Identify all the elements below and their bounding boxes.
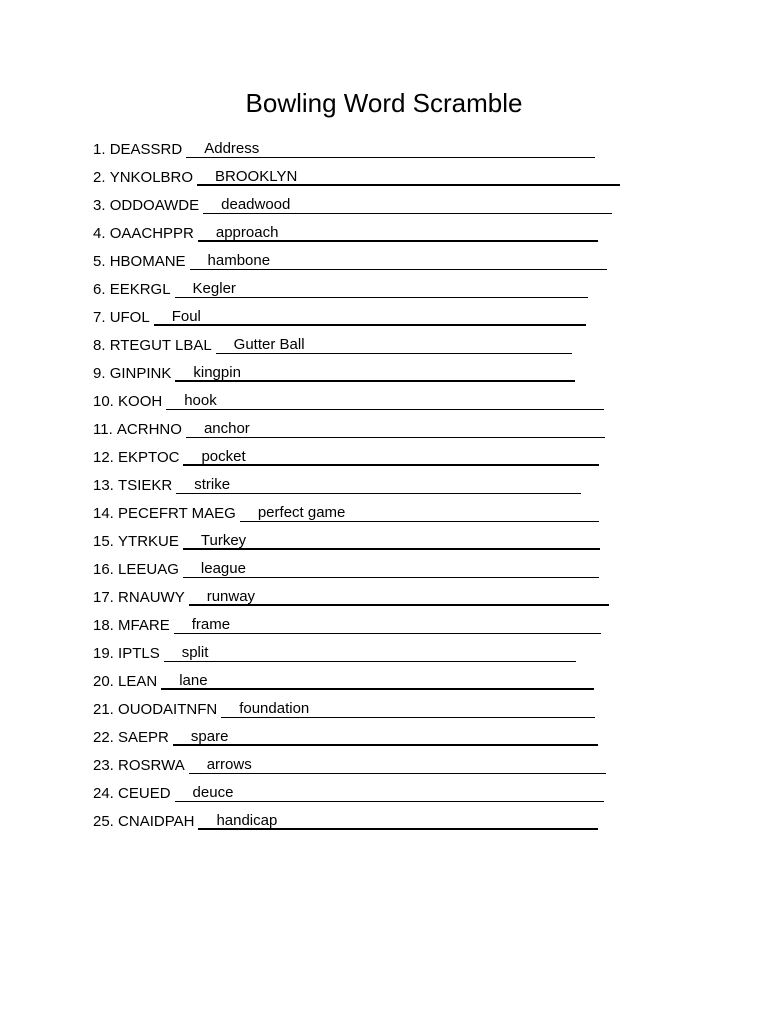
scrambled-word: SAEPR: [118, 729, 169, 746]
item-number: 4.: [93, 225, 106, 242]
scramble-item: [93, 138, 653, 166]
scrambled-word: YTRKUE: [118, 533, 179, 550]
scrambled-word: RNAUWY: [118, 589, 185, 606]
answer-field[interactable]: anchor: [186, 418, 605, 438]
scramble-item: [93, 726, 653, 754]
scramble-item: [93, 362, 653, 390]
scrambled-word: KOOH: [118, 393, 163, 410]
scrambled-word: YNKOLBRO: [109, 169, 194, 186]
item-number: 15.: [93, 533, 114, 550]
item-number: 2.: [93, 169, 106, 186]
item-number: 20.: [93, 673, 114, 690]
scrambled-word: EKPTOC: [118, 449, 180, 466]
page-title: Bowling Word Scramble: [245, 88, 523, 118]
scrambled-word: GINPINK: [109, 365, 172, 382]
answer-field[interactable]: arrows: [189, 754, 606, 774]
item-number: 11.: [93, 421, 113, 438]
answer-field[interactable]: handicap: [198, 810, 598, 830]
scramble-item: [93, 474, 653, 502]
scramble-item: [93, 502, 653, 530]
answer-field[interactable]: runway: [189, 586, 609, 606]
answer-field[interactable]: strike: [176, 474, 581, 494]
scrambled-word: CEUED: [118, 785, 171, 802]
answer-field[interactable]: deadwood: [203, 194, 612, 214]
scrambled-word: UFOL: [109, 309, 150, 326]
scramble-item: [93, 222, 653, 250]
answer-field[interactable]: hambone: [190, 250, 607, 270]
item-number: 14.: [93, 505, 114, 522]
answer-field[interactable]: Address: [186, 138, 595, 158]
scramble-item: [93, 670, 653, 698]
item-number: 24.: [93, 785, 114, 802]
scramble-item: [93, 418, 653, 446]
scramble-item: [93, 642, 653, 670]
answer-field[interactable]: Foul: [154, 306, 586, 326]
scramble-item: [93, 530, 653, 558]
item-number: 22.: [93, 729, 114, 746]
scramble-item: [93, 390, 653, 418]
scrambled-word: ROSRWA: [118, 757, 185, 774]
item-number: 5.: [93, 253, 106, 270]
scrambled-word: EEKRGL: [109, 281, 171, 298]
item-number: 25.: [93, 813, 114, 830]
scrambled-word: LEAN: [118, 673, 158, 690]
item-number: 16.: [93, 561, 114, 578]
scrambled-word: PECEFRT MAEG: [118, 505, 236, 522]
item-number: 13.: [93, 477, 114, 494]
scramble-item: [93, 698, 653, 726]
scramble-item: [93, 754, 653, 782]
item-number: 12.: [93, 449, 114, 466]
scramble-item: [93, 334, 653, 362]
scrambled-word: OAACHPPR: [109, 225, 194, 242]
item-number: 6.: [93, 281, 106, 298]
scrambled-word: MFARE: [118, 617, 170, 634]
scramble-item: [93, 614, 653, 642]
scramble-item: [93, 306, 653, 334]
scrambled-word: ODDOAWDE: [109, 197, 200, 214]
scramble-item: [93, 810, 653, 838]
item-number: 9.: [93, 365, 106, 382]
scrambled-word: OUODAITNFN: [118, 701, 218, 718]
scramble-item: [93, 558, 653, 586]
scrambled-word: DEASSRD: [109, 141, 183, 158]
item-number: 21.: [93, 701, 114, 718]
answer-field[interactable]: approach: [198, 222, 598, 242]
scrambled-word: TSIEKR: [118, 477, 173, 494]
answer-field[interactable]: spare: [173, 726, 598, 746]
scramble-item: [93, 278, 653, 306]
scrambled-word: ACRHNO: [116, 421, 182, 438]
answer-field[interactable]: Turkey: [183, 530, 600, 550]
scramble-item: [93, 446, 653, 474]
answer-field[interactable]: foundation: [221, 698, 595, 718]
answer-field[interactable]: kingpin: [175, 362, 575, 382]
answer-field[interactable]: pocket: [183, 446, 599, 466]
scramble-list: [93, 138, 653, 838]
scramble-item: [93, 194, 653, 222]
scramble-item: [93, 250, 653, 278]
item-number: 3.: [93, 197, 106, 214]
scramble-item: [93, 782, 653, 810]
item-number: 1.: [93, 141, 106, 158]
scrambled-word: LEEUAG: [118, 561, 179, 578]
scrambled-word: IPTLS: [118, 645, 160, 662]
answer-field[interactable]: Gutter Ball: [216, 334, 572, 354]
item-number: 18.: [93, 617, 114, 634]
answer-field[interactable]: deuce: [175, 782, 604, 802]
answer-field[interactable]: lane: [161, 670, 594, 690]
item-number: 19.: [93, 645, 114, 662]
answer-field[interactable]: Kegler: [175, 278, 588, 298]
answer-field[interactable]: BROOKLYN: [197, 166, 620, 186]
item-number: 7.: [93, 309, 106, 326]
item-number: 23.: [93, 757, 114, 774]
item-number: 17.: [93, 589, 114, 606]
scramble-item: [93, 586, 653, 614]
answer-field[interactable]: perfect game: [240, 502, 599, 522]
answer-field[interactable]: split: [164, 642, 576, 662]
scrambled-word: RTEGUT LBAL: [109, 337, 212, 354]
answer-field[interactable]: league: [183, 558, 599, 578]
scrambled-word: HBOMANE: [109, 253, 186, 270]
item-number: 10.: [93, 393, 114, 410]
scrambled-word: CNAIDPAH: [118, 813, 195, 830]
item-number: 8.: [93, 337, 106, 354]
scramble-item: [93, 166, 653, 194]
answer-field[interactable]: hook: [166, 390, 604, 410]
answer-field[interactable]: frame: [174, 614, 601, 634]
